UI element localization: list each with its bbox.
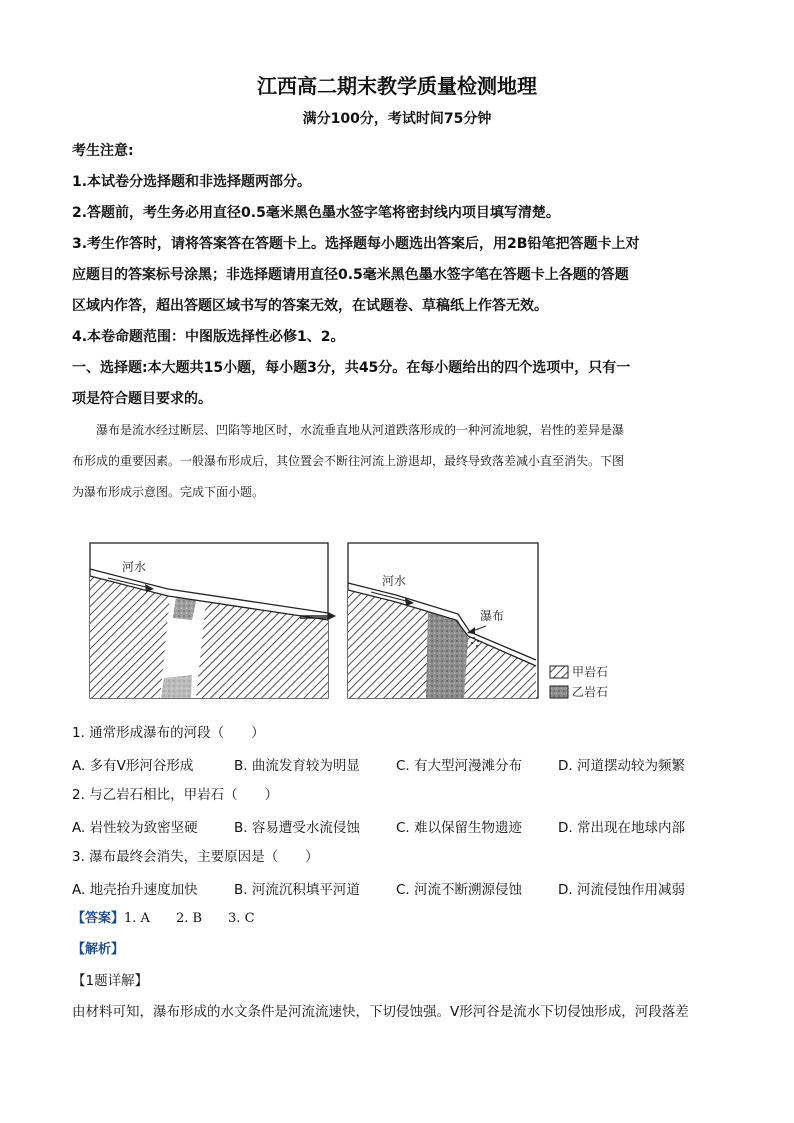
option-d[interactable]: D. 河道摆动较为频繁 xyxy=(558,758,685,774)
option-b[interactable]: B. 容易遭受水流侵蚀 xyxy=(234,820,360,836)
material-line: 为瀑布形成示意图。完成下面小题。 xyxy=(72,485,265,499)
notice-item: 2.答题前，考生务必用直径0.5毫米黑色墨水签字笔将密封线内项目填写清楚。 xyxy=(72,205,560,221)
notice-item: 1.本试卷分选择题和非选择题两部分。 xyxy=(72,174,312,190)
answer-label: 【答案】 xyxy=(72,911,125,926)
panel-before xyxy=(90,543,328,698)
option-a[interactable]: A. 多有V形河谷形成 xyxy=(72,758,194,774)
analysis-text: 由材料可知，瀑布形成的水文条件是河流流速快，下切侵蚀强。V形河谷是流水下切侵蚀形成，河段落差 xyxy=(72,1004,689,1020)
question-stem: 2. 与乙岩石相比，甲岩石（ ） xyxy=(72,787,279,803)
material-line: 布形成的重要因素。一般瀑布形成后，其位置会不断往河流上游退却，最终导致落差减小直至消失。下图 xyxy=(72,454,625,468)
question-options xyxy=(72,878,732,898)
legend-swatch-rock-b xyxy=(550,686,568,698)
option-d[interactable]: D. 常出现在地球内部 xyxy=(558,820,685,836)
answer-values: 1. A 2. B 3. C xyxy=(124,911,255,926)
question-stem: 1. 通常形成瀑布的河段（ ） xyxy=(72,725,265,741)
option-a[interactable]: A. 地壳抬升速度加快 xyxy=(72,882,198,898)
option-c[interactable]: C. 难以保留生物遗迹 xyxy=(396,820,523,836)
section-heading-line1: 一、选择题:本大题共15小题，每小题3分，共45分。在每小题给出的四个选项中，只有一 xyxy=(72,360,631,376)
legend-swatch-rock-a xyxy=(550,666,568,678)
reading-material xyxy=(72,420,732,502)
waterfall-diagram xyxy=(88,540,628,710)
legend-rock-a: 甲岩石 xyxy=(572,665,609,679)
legend-rock-b: 乙岩石 xyxy=(572,685,609,699)
legend xyxy=(550,664,608,699)
page-title: 江西高二期末教学质量检测地理 xyxy=(257,74,537,98)
label-river: 河水 xyxy=(382,574,407,588)
analysis-sub-label: 【1题详解】 xyxy=(72,973,149,989)
option-b[interactable]: B. 河流沉积填平河道 xyxy=(234,882,360,898)
section-heading-line2: 项是符合题目要求的。 xyxy=(72,391,212,407)
label-waterfall: 瀑布 xyxy=(480,609,505,623)
analysis-line xyxy=(72,940,732,960)
label-river: 河水 xyxy=(122,560,147,574)
rock-b-trace xyxy=(173,597,196,620)
notice-item: 应题目的答案标号涂黑；非选择题请用直径0.5毫米黑色墨水签字笔在答题卡上各题的答题 xyxy=(72,267,629,283)
rock-b-trace xyxy=(161,675,192,698)
question-stem: 3. 瀑布最终会消失，主要原因是（ ） xyxy=(72,849,319,865)
question-options xyxy=(72,754,732,774)
notice-item: 4.本卷命题范围：中图版选择性必修1、2。 xyxy=(72,329,345,345)
analysis-label: 【解析】 xyxy=(72,942,125,957)
option-c[interactable]: C. 河流不断溯源侵蚀 xyxy=(396,882,523,898)
answer-line xyxy=(72,909,732,929)
notice-heading: 考生注意: xyxy=(72,143,134,159)
notice-item: 3.考生作答时，请将答案答在答题卡上。选择题每小题选出答案后，用2B铅笔把答题卡上对 xyxy=(72,236,640,252)
panel-after xyxy=(348,543,538,698)
question-options xyxy=(72,816,732,836)
option-b[interactable]: B. 曲流发育较为明显 xyxy=(234,758,360,774)
option-c[interactable]: C. 有大型河漫滩分布 xyxy=(396,758,523,774)
exam-info: 满分100分，考试时间75分钟 xyxy=(302,111,492,127)
material-line: 瀑布是流水经过断层、凹陷等地区时，水流垂直地从河道跌落形成的一种河流地貌，岩性的差异是瀑 xyxy=(72,423,625,437)
arrow-right-icon xyxy=(298,610,338,622)
option-a[interactable]: A. 岩性较为致密坚硬 xyxy=(72,820,198,836)
notice-item: 区域内作答，超出答题区域书写的答案无效，在试题卷、草稿纸上作答无效。 xyxy=(72,298,548,314)
option-d[interactable]: D. 河流侵蚀作用减弱 xyxy=(558,882,685,898)
